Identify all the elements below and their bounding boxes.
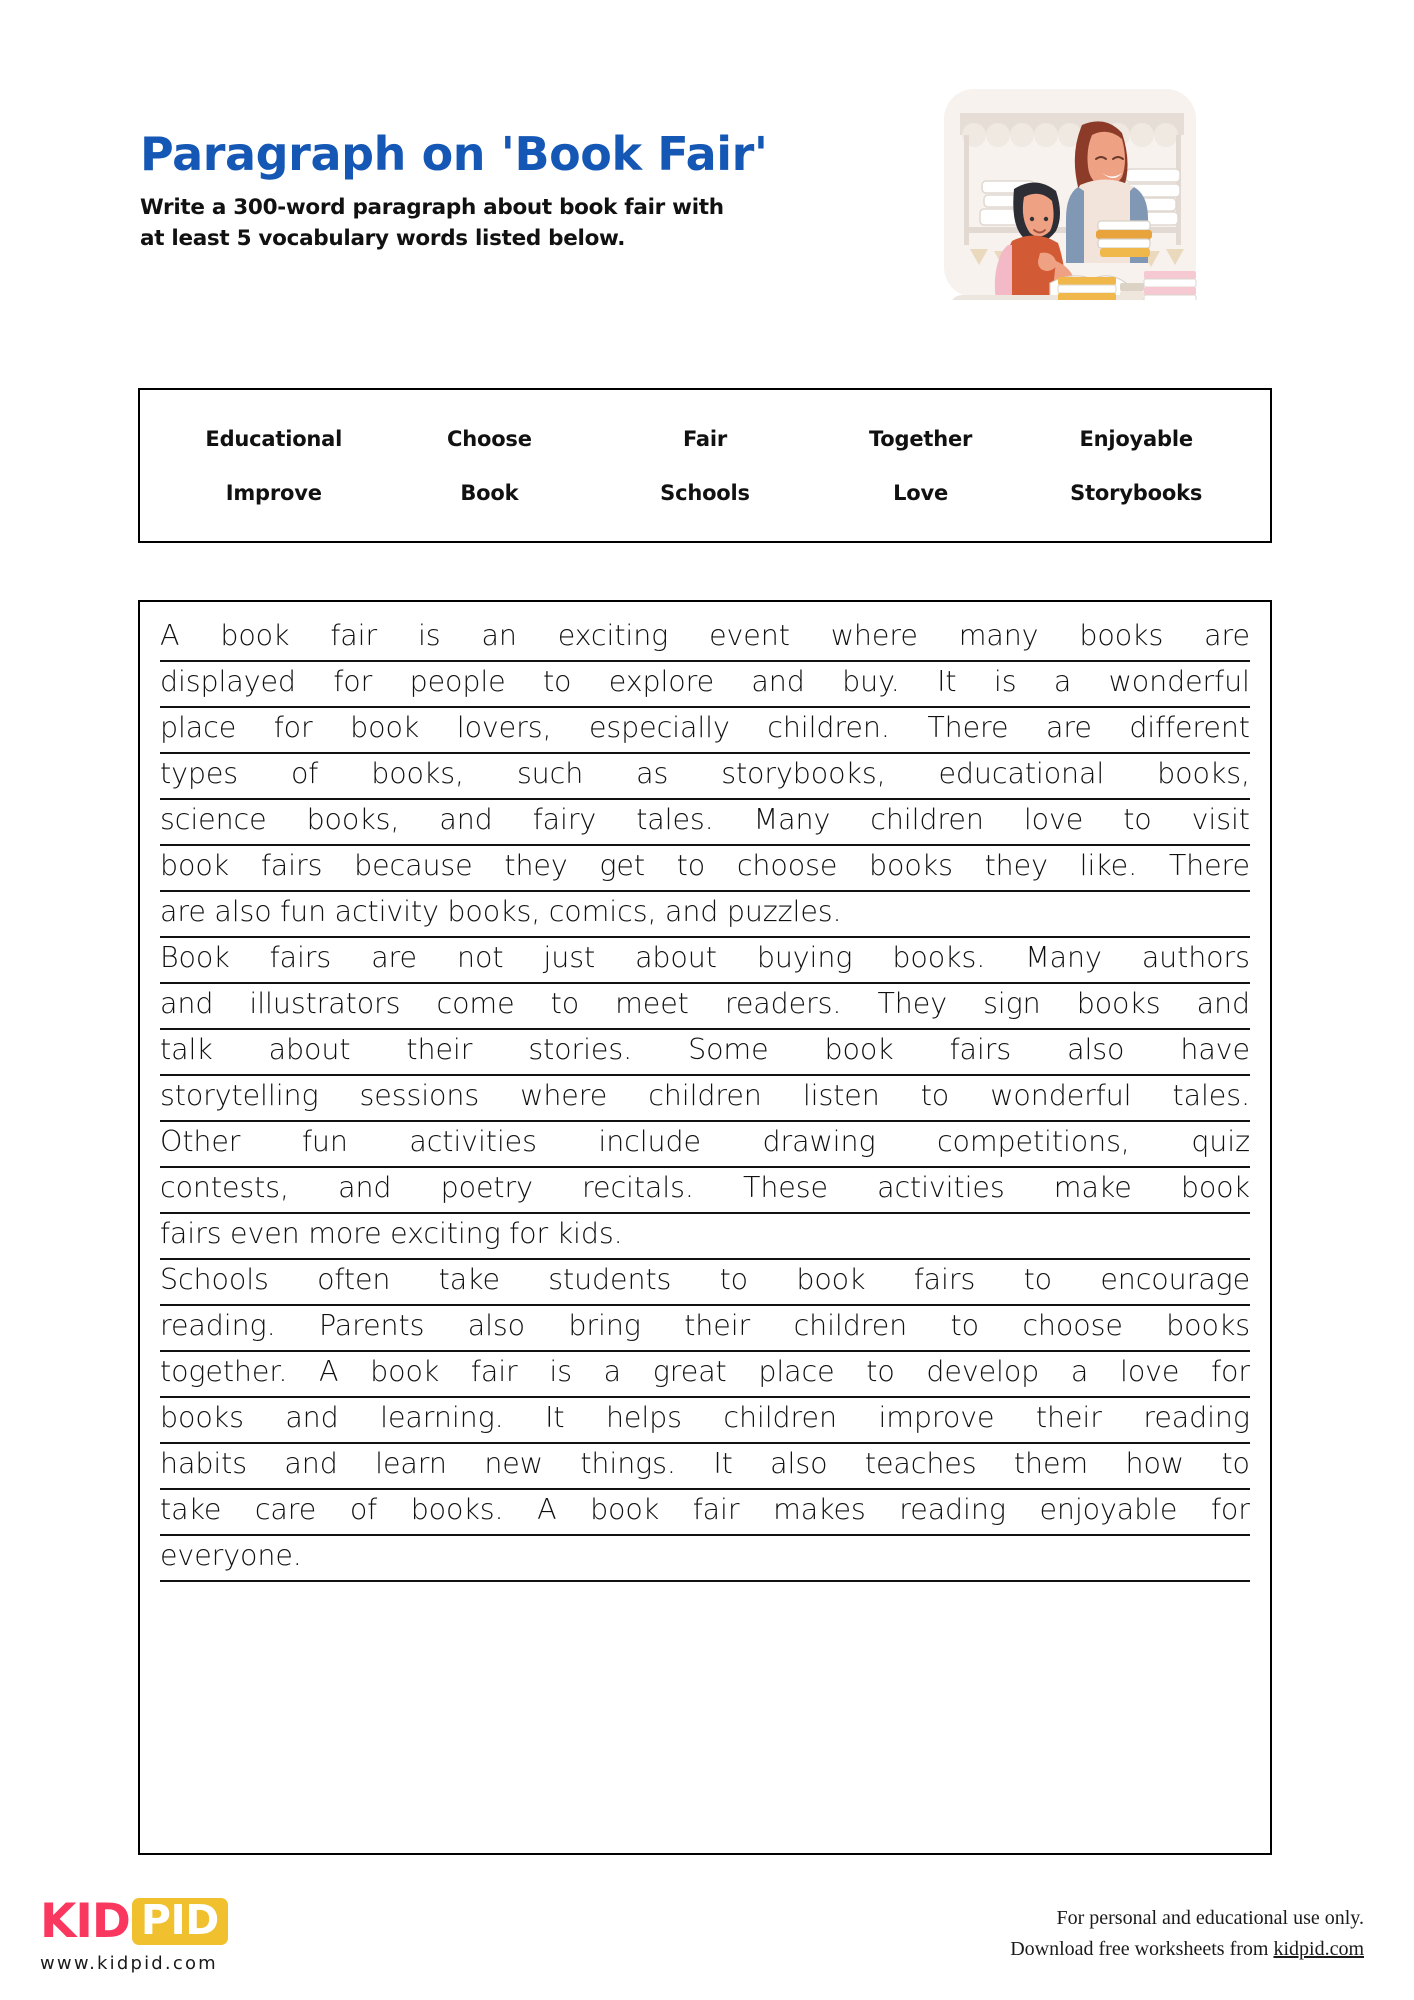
answer-word: come: [436, 987, 515, 1020]
answer-word: These: [743, 1171, 828, 1204]
answer-lines: [160, 616, 1250, 1582]
answer-word: students: [548, 1263, 672, 1296]
answer-word: for: [1211, 1355, 1250, 1388]
answer-word: children: [648, 1079, 762, 1112]
answer-word: especially: [588, 711, 730, 744]
answer-word: exciting: [390, 1217, 501, 1250]
answer-line: [160, 616, 1250, 662]
answer-word: competitions,: [936, 1125, 1130, 1158]
answer-word: books.: [410, 1493, 504, 1526]
answer-word: bring: [568, 1309, 641, 1342]
answer-word: to: [550, 987, 580, 1020]
answer-line: [160, 1352, 1250, 1398]
answer-word: are: [1204, 619, 1250, 652]
answer-word: poetry: [440, 1171, 533, 1204]
answer-word: and: [284, 1447, 338, 1480]
answer-word: are: [371, 941, 417, 974]
answer-word: book: [160, 849, 230, 882]
answer-word: fairs: [260, 849, 323, 882]
answer-word: It: [545, 1401, 565, 1434]
answer-line: [160, 892, 1250, 938]
answer-line: [160, 1444, 1250, 1490]
answer-word: and: [160, 987, 214, 1020]
answer-word: comics,: [548, 895, 657, 928]
answer-word: an: [481, 619, 517, 652]
answer-word: to: [950, 1309, 979, 1342]
answer-word: about: [268, 1033, 351, 1066]
answer-word: to: [542, 665, 572, 698]
footer-kidpid-link[interactable]: kidpid.com: [1273, 1938, 1364, 1960]
answer-word: just: [543, 941, 596, 974]
answer-word: fairs: [160, 1217, 222, 1250]
answer-word: books: [869, 849, 953, 882]
answer-word: them: [1013, 1447, 1089, 1480]
answer-word: and: [439, 803, 493, 836]
answer-word: different: [1129, 711, 1250, 744]
answer-word: where: [520, 1079, 608, 1112]
answer-word: sign: [983, 987, 1041, 1020]
answer-line: [160, 1030, 1250, 1076]
answer-word: encourage: [1100, 1263, 1250, 1296]
answer-word: as: [636, 757, 669, 790]
answer-word: wonderful: [990, 1079, 1132, 1112]
answer-word: more: [308, 1217, 382, 1250]
answer-line: [160, 1536, 1250, 1582]
answer-word: also: [467, 1309, 526, 1342]
answer-writing-box[interactable]: [138, 600, 1272, 1855]
answer-word: book: [370, 1355, 440, 1388]
answer-word: their: [1035, 1401, 1102, 1434]
instruction-line-2: at least 5 vocabulary words listed below.: [140, 226, 626, 252]
answer-word: not: [457, 941, 504, 974]
answer-word: great: [652, 1355, 727, 1388]
book-fair-illustration: [930, 85, 1210, 300]
answer-word: book: [1180, 1171, 1250, 1204]
answer-word: books: [160, 1401, 244, 1434]
answer-word: Book: [160, 941, 230, 974]
answer-word: often: [317, 1263, 391, 1296]
answer-word: and: [285, 1401, 339, 1434]
answer-word: books.: [892, 941, 986, 974]
answer-word: educational: [938, 757, 1105, 790]
answer-word: many: [958, 619, 1039, 652]
answer-word: of: [349, 1493, 378, 1526]
answer-word: and: [751, 665, 805, 698]
answer-word: even: [230, 1217, 300, 1250]
answer-word: choose: [1022, 1309, 1123, 1342]
answer-word: a: [603, 1355, 622, 1388]
answer-word: because: [354, 849, 473, 882]
vocabulary-word: Together: [868, 426, 973, 451]
vocabulary-row-2: [140, 481, 1270, 505]
vocabulary-box: [138, 388, 1272, 543]
answer-word: Many: [1025, 941, 1102, 974]
answer-word: Parents: [318, 1309, 425, 1342]
vocabulary-word: Enjoyable: [1079, 426, 1193, 451]
footer-usage-text: For personal and educational use only.: [1056, 1907, 1364, 1929]
answer-word: helps: [605, 1401, 682, 1434]
answer-word: children: [793, 1309, 908, 1342]
answer-word: include: [598, 1125, 701, 1158]
answer-word: science: [160, 803, 267, 836]
vocabulary-row-1: [140, 427, 1270, 451]
answer-line: [160, 662, 1250, 708]
answer-word: their: [684, 1309, 751, 1342]
answer-word: It: [713, 1447, 733, 1480]
answer-word: place: [160, 711, 237, 744]
answer-word: They: [877, 987, 947, 1020]
answer-word: such: [516, 757, 584, 790]
answer-word: they: [504, 849, 568, 882]
answer-word: a: [1070, 1355, 1089, 1388]
answer-word: kids.: [556, 1217, 623, 1250]
answer-word: puzzles.: [726, 895, 842, 928]
answer-word: listen: [802, 1079, 880, 1112]
answer-word: also: [770, 1447, 828, 1480]
answer-word: to: [719, 1263, 749, 1296]
answer-word: for: [1210, 1493, 1250, 1526]
answer-word: have: [1180, 1033, 1250, 1066]
answer-word: activity: [334, 895, 439, 928]
answer-word: improve: [878, 1401, 995, 1434]
answer-word: children: [870, 803, 984, 836]
answer-word: makes: [773, 1493, 866, 1526]
answer-word: lovers,: [456, 711, 552, 744]
page-title: Paragraph on 'Book Fair': [140, 127, 768, 181]
answer-word: wonderful: [1108, 665, 1250, 698]
answer-word: authors: [1141, 941, 1250, 974]
answer-word: displayed: [160, 665, 296, 698]
answer-word: book: [220, 619, 290, 652]
answer-word: buy.: [842, 665, 900, 698]
answer-word: to: [866, 1355, 895, 1388]
logo-mark: [40, 1895, 360, 1947]
answer-word: take: [160, 1493, 222, 1526]
answer-word: visit: [1191, 803, 1250, 836]
answer-word: talk: [160, 1033, 213, 1066]
answer-word: storybooks,: [721, 757, 886, 790]
answer-word: activities: [409, 1125, 537, 1158]
answer-word: for: [509, 1217, 549, 1250]
footer-download-text: [1010, 1934, 1364, 1965]
answer-word: fairs: [913, 1263, 976, 1296]
answer-word: to: [1221, 1447, 1250, 1480]
answer-word: There: [927, 711, 1009, 744]
answer-word: illustrators: [249, 987, 401, 1020]
answer-line: [160, 1398, 1250, 1444]
answer-word: A: [537, 1493, 557, 1526]
answer-word: readers.: [724, 987, 842, 1020]
vocabulary-word: Schools: [660, 480, 750, 505]
answer-word: of: [290, 757, 319, 790]
vocabulary-word: Love: [893, 480, 949, 505]
vocabulary-word: Educational: [205, 426, 343, 451]
answer-word: A: [160, 619, 180, 652]
logo-kid-text: KID: [40, 1893, 130, 1949]
answer-word: and: [338, 1171, 392, 1204]
answer-line: [160, 754, 1250, 800]
answer-word: learning.: [380, 1401, 504, 1434]
answer-line: [160, 984, 1250, 1030]
worksheet-header: [140, 127, 940, 255]
answer-word: drawing: [762, 1125, 876, 1158]
answer-word: storytelling: [160, 1079, 319, 1112]
answer-word: their: [406, 1033, 473, 1066]
footer-note: [1010, 1903, 1364, 1965]
answer-line: [160, 1168, 1250, 1214]
answer-word: together.: [160, 1355, 288, 1388]
answer-word: love: [1023, 803, 1084, 836]
instruction-line-1: Write a 300-word paragraph about book fair with: [140, 195, 724, 221]
answer-word: exciting: [557, 619, 669, 652]
answer-word: things.: [580, 1447, 676, 1480]
answer-line: [160, 938, 1250, 984]
answer-word: sessions: [359, 1079, 480, 1112]
answer-word: everyone.: [160, 1539, 302, 1572]
answer-word: books,: [306, 803, 400, 836]
answer-word: they: [984, 849, 1048, 882]
answer-word: learn: [375, 1447, 447, 1480]
answer-word: love: [1120, 1355, 1180, 1388]
answer-word: develop: [926, 1355, 1040, 1388]
answer-word: Schools: [160, 1263, 269, 1296]
answer-word: to: [676, 849, 706, 882]
answer-word: fairs: [949, 1033, 1012, 1066]
answer-word: how: [1125, 1447, 1184, 1480]
answer-word: children: [723, 1401, 837, 1434]
answer-word: buying: [756, 941, 853, 974]
answer-word: books: [1076, 987, 1161, 1020]
answer-word: quiz: [1191, 1125, 1250, 1158]
answer-word: Other: [160, 1125, 241, 1158]
answer-word: for: [273, 711, 313, 744]
vocabulary-word: Fair: [682, 426, 727, 451]
answer-line: [160, 708, 1250, 754]
logo-pid-text: PID: [140, 1895, 219, 1944]
answer-word: is: [549, 1355, 572, 1388]
answer-word: is: [993, 665, 1017, 698]
answer-line: [160, 1214, 1250, 1260]
vocabulary-word: Choose: [447, 426, 532, 451]
answer-word: where: [830, 619, 918, 652]
answer-word: fairs: [269, 941, 332, 974]
answer-word: for: [333, 665, 373, 698]
answer-word: and: [664, 895, 719, 928]
answer-word: fun: [301, 1125, 348, 1158]
answer-word: care: [254, 1493, 317, 1526]
answer-word: fair: [692, 1493, 740, 1526]
answer-word: enjoyable: [1039, 1493, 1178, 1526]
answer-word: event: [709, 619, 790, 652]
answer-word: activities: [877, 1171, 1005, 1204]
logo-website-url: www.kidpid.com: [40, 1953, 218, 1974]
answer-word: tales.: [636, 803, 714, 836]
answer-word: book: [796, 1263, 866, 1296]
answer-word: to: [920, 1079, 950, 1112]
answer-word: is: [417, 619, 441, 652]
answer-line: [160, 1122, 1250, 1168]
answer-word: fun: [280, 895, 327, 928]
answer-word: and: [1196, 987, 1250, 1020]
answer-word: teaches: [864, 1447, 977, 1480]
answer-word: a: [1053, 665, 1072, 698]
footer-download-prefix: Download free worksheets from: [1010, 1938, 1274, 1960]
vocabulary-word: Improve: [225, 480, 322, 505]
answer-word: contests,: [160, 1171, 289, 1204]
answer-word: take: [438, 1263, 500, 1296]
answer-word: books: [1166, 1309, 1250, 1342]
answer-word: make: [1053, 1171, 1132, 1204]
answer-word: people: [409, 665, 506, 698]
answer-line: [160, 800, 1250, 846]
answer-word: fairy: [532, 803, 597, 836]
answer-word: choose: [736, 849, 838, 882]
answer-word: children.: [767, 711, 890, 744]
answer-word: books: [1079, 619, 1164, 652]
answer-word: book: [824, 1033, 894, 1066]
vocabulary-word: Book: [460, 480, 519, 505]
answer-word: to: [1023, 1263, 1052, 1296]
answer-word: A: [319, 1355, 339, 1388]
answer-word: place: [758, 1355, 835, 1388]
answer-word: books,: [447, 895, 541, 928]
answer-word: Many: [753, 803, 831, 836]
answer-word: reading: [1143, 1401, 1250, 1434]
answer-word: tales.: [1172, 1079, 1250, 1112]
answer-word: book: [350, 711, 420, 744]
answer-word: meet: [615, 987, 689, 1020]
answer-line: [160, 1490, 1250, 1536]
answer-word: also: [214, 895, 272, 928]
answer-word: book: [590, 1493, 660, 1526]
answer-word: also: [1067, 1033, 1125, 1066]
answer-word: fair: [470, 1355, 518, 1388]
answer-line: [160, 1306, 1250, 1352]
answer-word: Some: [688, 1033, 769, 1066]
answer-word: fair: [330, 619, 378, 652]
answer-word: It: [937, 665, 957, 698]
answer-word: habits: [160, 1447, 247, 1480]
answer-word: books,: [1157, 757, 1250, 790]
answer-word: books,: [371, 757, 464, 790]
answer-word: reading: [899, 1493, 1006, 1526]
kidpid-logo: [40, 1895, 360, 1974]
answer-word: new: [484, 1447, 543, 1480]
answer-line: [160, 1076, 1250, 1122]
answer-word: reading.: [160, 1309, 276, 1342]
answer-word: are: [160, 895, 206, 928]
answer-word: about: [635, 941, 717, 974]
answer-word: get: [599, 849, 645, 882]
logo-pid-badge: [132, 1895, 228, 1945]
answer-word: to: [1123, 803, 1152, 836]
answer-word: stories.: [528, 1033, 633, 1066]
answer-word: types: [160, 757, 239, 790]
answer-word: explore: [608, 665, 715, 698]
answer-line: [160, 1260, 1250, 1306]
answer-word: There: [1168, 849, 1250, 882]
answer-word: recitals.: [582, 1171, 694, 1204]
answer-line: [160, 846, 1250, 892]
answer-word: like.: [1079, 849, 1138, 882]
vocabulary-word: Storybooks: [1070, 480, 1203, 505]
answer-word: are: [1045, 711, 1092, 744]
